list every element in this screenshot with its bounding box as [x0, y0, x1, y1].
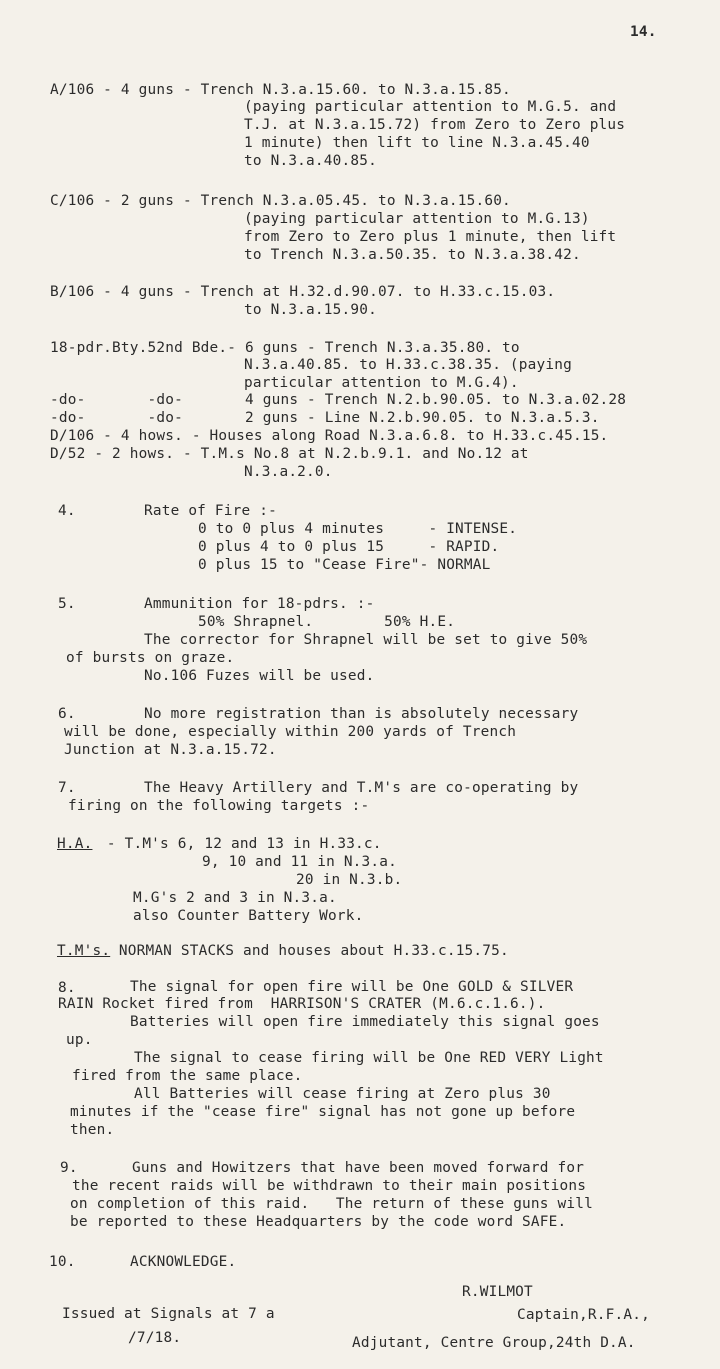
issued-line: Issued at Signals at 7 a: [62, 1306, 275, 1322]
text-line: Rate of Fire :-: [144, 503, 277, 519]
text-line: N.3.a.2.0.: [244, 464, 333, 480]
text-line: 18-pdr.Bty.52nd Bde.- 6 guns - Trench N.3.a.35.80. to: [50, 340, 520, 356]
text-line: A/106 - 4 guns - Trench N.3.a.15.60. to N.3.a.15.85.: [50, 82, 511, 98]
text-line: B/106 - 4 guns - Trench at H.32.d.90.07. to H.33.c.15.03.: [50, 284, 556, 300]
text-line: Junction at N.3.a.15.72.: [64, 742, 277, 758]
text-line: The corrector for Shrapnel will be set to give 50%: [144, 632, 588, 648]
text-line: to Trench N.3.a.50.35. to N.3.a.38.42.: [244, 247, 581, 263]
signature-title: Adjutant, Centre Group,24th D.A.: [352, 1335, 636, 1351]
text-line: particular attention to M.G.4).: [244, 375, 519, 391]
text-line: from Zero to Zero plus 1 minute, then lift: [244, 229, 617, 245]
text-line: C/106 - 2 guns - Trench N.3.a.05.45. to N.3.a.15.60.: [50, 193, 511, 209]
section-number: 9.: [60, 1160, 78, 1176]
text-line: -do- -do- 4 guns - Trench N.2.b.90.05. to N.3.a.02.28: [50, 392, 627, 408]
text-line: RAIN Rocket fired from HARRISON'S CRATER (M.6.c.1.6.).: [58, 996, 546, 1012]
text-line: ACKNOWLEDGE.: [130, 1254, 237, 1270]
text-line: firing on the following targets :-: [68, 798, 370, 814]
text-line: - T.M's 6, 12 and 13 in H.33.c.: [98, 836, 382, 852]
text-line: to N.3.a.40.85.: [244, 153, 377, 169]
text-line: on completion of this raid. The return of these guns will: [70, 1196, 593, 1212]
text-line: No.106 Fuzes will be used.: [144, 668, 375, 684]
text-line: -do- -do- 2 guns - Line N.2.b.90.05. to N.3.a.5.3.: [50, 410, 600, 426]
text-line: of bursts on graze.: [66, 650, 235, 666]
text-line: 0 to 0 plus 4 minutes - INTENSE.: [198, 521, 518, 537]
text-line: will be done, especially within 200 yards of Trench: [64, 724, 517, 740]
text-line: D/52 - 2 hows. - T.M.s No.8 at N.2.b.9.1. and No.12 at: [50, 446, 529, 462]
text-line: D/106 - 4 hows. - Houses along Road N.3.a.6.8. to H.33.c.45.15.: [50, 428, 609, 444]
text-line: up.: [66, 1032, 93, 1048]
section-number: 7.: [58, 780, 76, 796]
text-line: Batteries will open fire immediately this signal goes: [130, 1014, 600, 1030]
section-number: 4.: [58, 503, 76, 519]
text-line: 20 in N.3.b.: [296, 872, 403, 888]
text-line: All Batteries will cease firing at Zero plus 30: [134, 1086, 551, 1102]
text-line: NORMAN STACKS and houses about H.33.c.15.75.: [110, 943, 509, 959]
text-line: 9, 10 and 11 in N.3.a.: [202, 854, 398, 870]
text-line: 0 plus 15 to "Cease Fire"- NORMAL: [198, 557, 491, 573]
text-line: also Counter Battery Work.: [133, 908, 364, 924]
text-line: T.J. at N.3.a.15.72) from Zero to Zero plus: [244, 117, 626, 133]
section-number: 10.: [49, 1254, 76, 1270]
issued-date: /7/18.: [128, 1330, 182, 1346]
text-line: minutes if the "cease fire" signal has not gone up before: [70, 1104, 576, 1120]
text-line: N.3.a.40.85. to H.33.c.38.35. (paying: [244, 357, 572, 373]
signature-rank: Captain,R.F.A.,: [517, 1307, 650, 1323]
section-number: 6.: [58, 706, 76, 722]
trench-mortar-label: T.M's.: [57, 943, 111, 959]
text-line: 50% Shrapnel. 50% H.E.: [198, 614, 456, 630]
text-line: then.: [70, 1122, 115, 1138]
text-line: No more registration than is absolutely necessary: [144, 706, 579, 722]
text-line: fired from the same place.: [72, 1068, 303, 1084]
text-line: to N.3.a.15.90.: [244, 302, 377, 318]
text-line: 0 plus 4 to 0 plus 15 - RAPID.: [198, 539, 500, 555]
signature-name: R.WILMOT: [462, 1284, 533, 1300]
text-line: The signal for open fire will be One GOLD & SILVER: [130, 979, 574, 995]
text-line: Guns and Howitzers that have been moved forward for: [132, 1160, 585, 1176]
section-number: 8.: [58, 980, 76, 996]
text-line: be reported to these Headquarters by the code word SAFE.: [70, 1214, 567, 1230]
text-line: Ammunition for 18-pdrs. :-: [144, 596, 375, 612]
text-line: The Heavy Artillery and T.M's are co-operating by: [144, 780, 579, 796]
text-line: the recent raids will be withdrawn to their main positions: [72, 1178, 587, 1194]
heavy-artillery-label: H.A.: [57, 836, 93, 852]
text-line: (paying particular attention to M.G.13): [244, 211, 590, 227]
text-line: (paying particular attention to M.G.5. and: [244, 99, 617, 115]
page-number: 14.: [630, 24, 657, 40]
text-line: The signal to cease firing will be One RED VERY Light: [134, 1050, 604, 1066]
section-number: 5.: [58, 596, 76, 612]
text-line: M.G's 2 and 3 in N.3.a.: [133, 890, 337, 906]
text-line: 1 minute) then lift to line N.3.a.45.40: [244, 135, 590, 151]
